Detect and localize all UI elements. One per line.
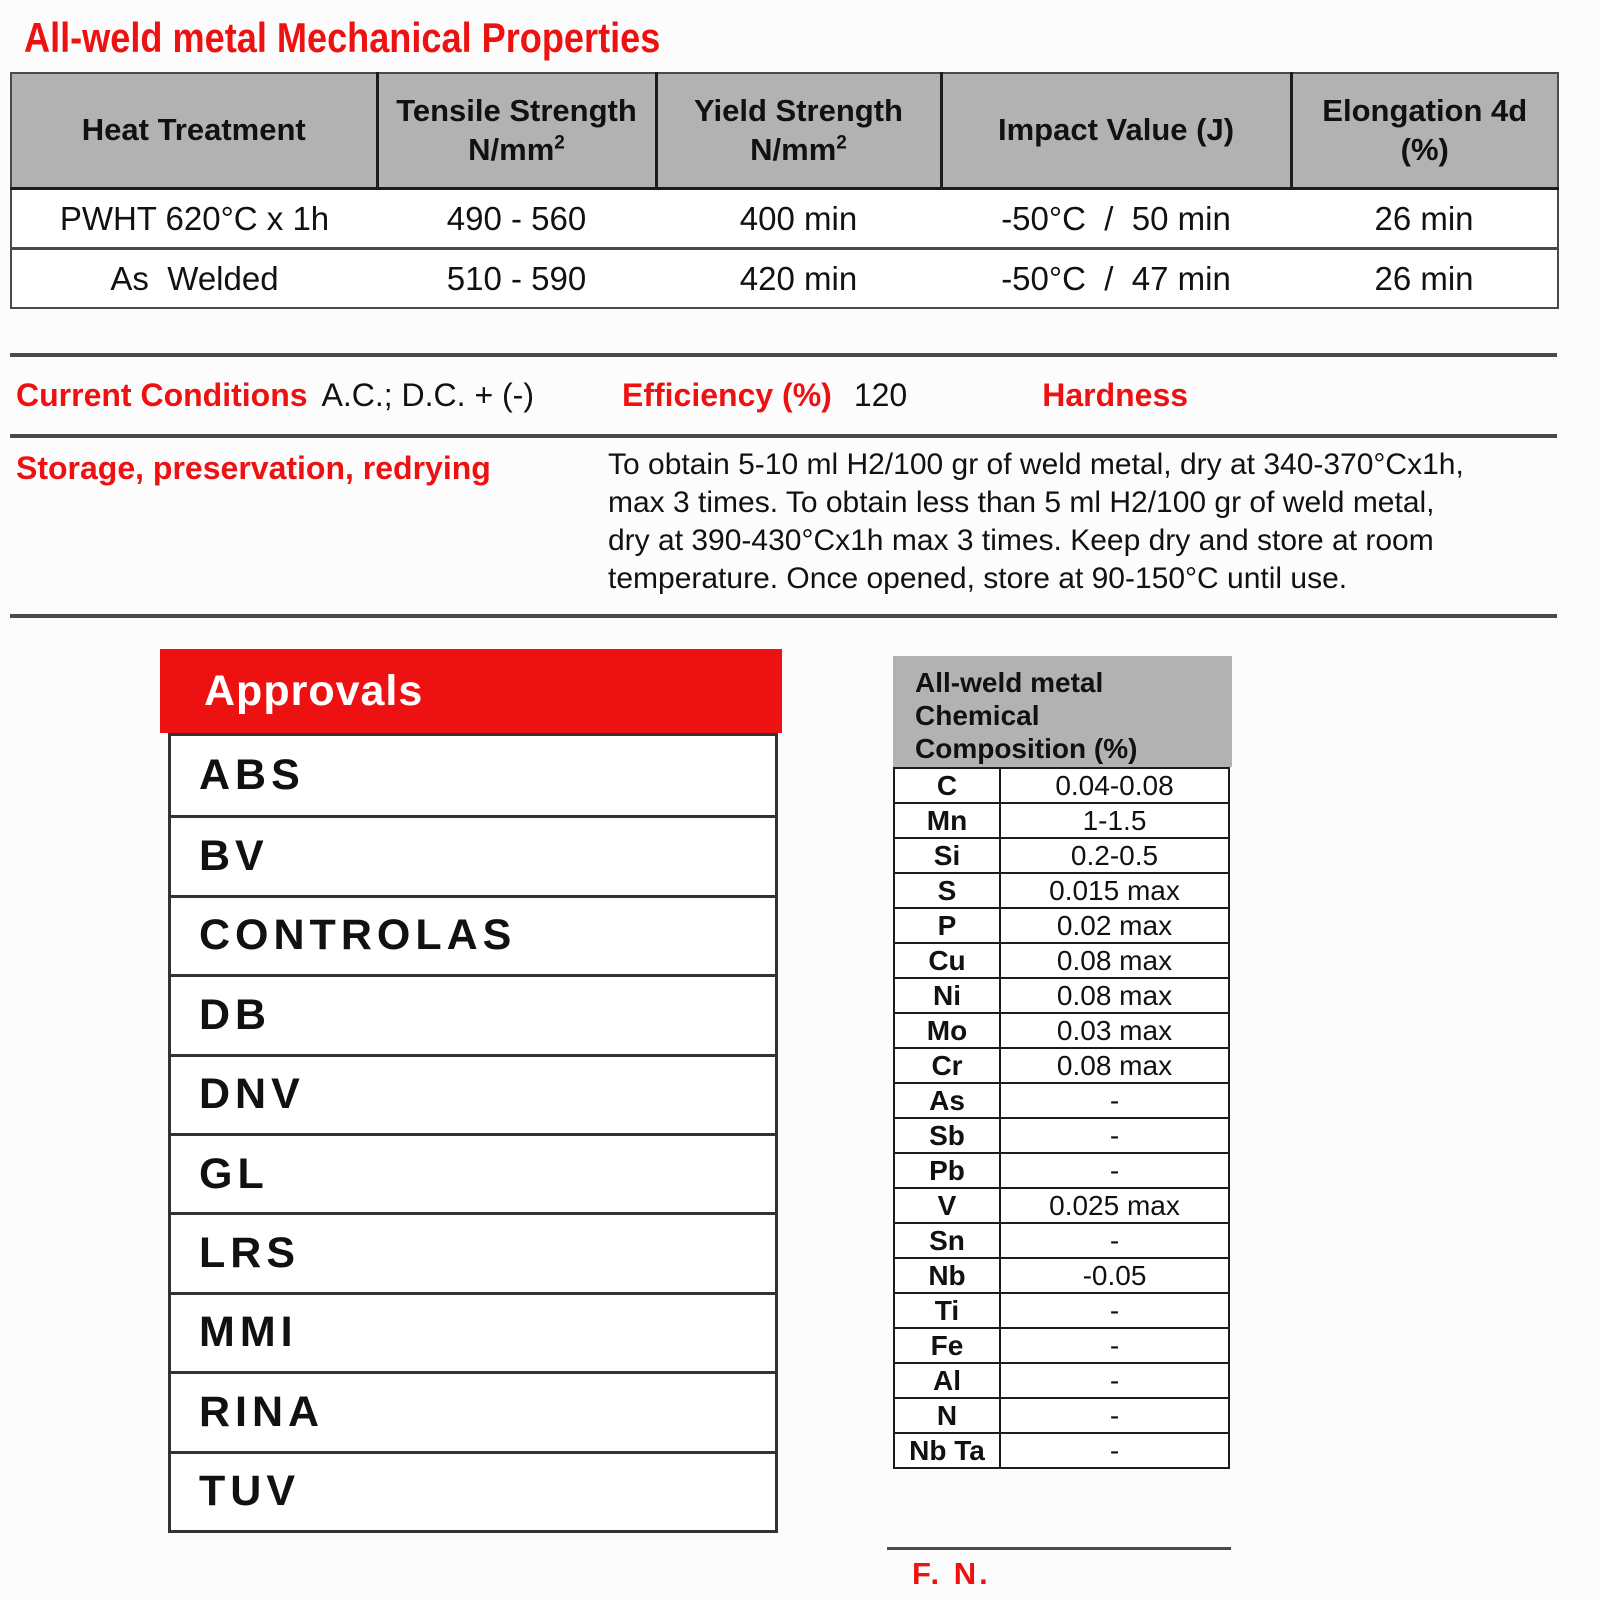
- storage-line: dry at 390-430°Cx1h max 3 times. Keep dry and store at room: [608, 524, 1434, 557]
- element-value: -: [1000, 1293, 1229, 1328]
- storage-label: Storage, preservation, redrying: [16, 450, 491, 486]
- element-symbol: Si: [894, 838, 1000, 873]
- unit-base: N/mm: [750, 131, 837, 167]
- element-value: 1-1.5: [1000, 803, 1229, 838]
- chem-row: [894, 1013, 1229, 1048]
- chem-row: [894, 1153, 1229, 1188]
- element-symbol: As: [894, 1083, 1000, 1118]
- mechanical-properties-table: [10, 72, 1559, 309]
- element-symbol: P: [894, 908, 1000, 943]
- approval-row: CONTROLAS: [171, 895, 775, 974]
- chem-header-line: Chemical: [915, 700, 1040, 731]
- chem-row: [894, 1398, 1229, 1433]
- approval-row: RINA: [171, 1371, 775, 1450]
- element-symbol: Cu: [894, 943, 1000, 978]
- approval-row: ABS: [199, 751, 305, 800]
- chem-row: [894, 768, 1229, 803]
- element-value: 0.08 max: [1000, 978, 1229, 1013]
- col-header-unit: [658, 131, 940, 170]
- element-value: 0.08 max: [1000, 943, 1229, 978]
- tensile-cell: 510 - 590: [446, 259, 587, 297]
- col-header-elongation: [1291, 73, 1558, 189]
- chem-row: [894, 1188, 1229, 1223]
- footer-divider: [887, 1547, 1231, 1550]
- col-header-label: Impact Value (J): [997, 112, 1235, 148]
- element-symbol: Nb: [894, 1258, 1000, 1293]
- element-symbol: Mo: [894, 1013, 1000, 1048]
- chemical-composition-header: [893, 656, 1232, 767]
- element-symbol: C: [894, 768, 1000, 803]
- impact-cell: -50°C / 50 min: [1001, 199, 1231, 237]
- unit-base: N/mm: [468, 131, 555, 167]
- chem-row: [894, 1118, 1229, 1153]
- hardness-label: Hardness: [1042, 377, 1189, 413]
- element-value: 0.04-0.08: [1000, 768, 1229, 803]
- col-header-heat-treatment: [11, 73, 377, 189]
- chem-header-line: All-weld metal: [915, 667, 1104, 698]
- chem-row: [894, 1293, 1229, 1328]
- element-value: -: [1000, 1328, 1229, 1363]
- element-value: 0.03 max: [1000, 1013, 1229, 1048]
- element-symbol: Fe: [894, 1328, 1000, 1363]
- tensile-cell: 490 - 560: [446, 199, 587, 237]
- unit-superscript: 2: [836, 132, 847, 154]
- fn-label: F. N.: [912, 1556, 991, 1591]
- element-value: -: [1000, 1223, 1229, 1258]
- storage-section: [10, 438, 1557, 618]
- element-value: 0.02 max: [1000, 908, 1229, 943]
- col-header-tensile-strength: [377, 73, 656, 189]
- approval-row: BV: [171, 815, 775, 894]
- yield-cell: 400 min: [739, 199, 858, 237]
- col-header-impact-value: [941, 73, 1291, 189]
- chemical-composition-table: [893, 767, 1230, 1469]
- chem-row: [894, 1328, 1229, 1363]
- chem-row: [894, 908, 1229, 943]
- chem-header-line: Composition (%): [915, 733, 1138, 764]
- element-symbol: Nb Ta: [894, 1433, 1000, 1468]
- element-value: -: [1000, 1433, 1229, 1468]
- approval-row: GL: [171, 1133, 775, 1212]
- element-value: -0.05: [1000, 1258, 1229, 1293]
- element-symbol: S: [894, 873, 1000, 908]
- chem-row: [894, 838, 1229, 873]
- mech-header-row: [11, 73, 1558, 189]
- chem-row: [894, 1223, 1229, 1258]
- current-conditions-label: Current Conditions: [16, 377, 308, 413]
- element-symbol: Sn: [894, 1223, 1000, 1258]
- col-header-label: Tensile Strength: [396, 92, 637, 128]
- storage-line: temperature. Once opened, store at 90-150°C until use.: [608, 562, 1348, 595]
- chem-row: [894, 873, 1229, 908]
- approvals-header: Approvals: [160, 649, 782, 733]
- element-symbol: Sb: [894, 1118, 1000, 1153]
- element-value: 0.015 max: [1000, 873, 1229, 908]
- chem-row: [894, 1258, 1229, 1293]
- mech-row-as-welded: [11, 249, 1558, 309]
- element-symbol: Pb: [894, 1153, 1000, 1188]
- approval-row: MMI: [171, 1292, 775, 1371]
- approval-row: DB: [171, 974, 775, 1053]
- approval-row: LRS: [171, 1212, 775, 1291]
- current-conditions-section: [10, 353, 1557, 438]
- element-symbol: Al: [894, 1363, 1000, 1398]
- storage-line: max 3 times. To obtain less than 5 ml H2/100 gr of weld metal,: [608, 486, 1435, 519]
- chem-row: [894, 1083, 1229, 1118]
- chem-row: [894, 1433, 1229, 1468]
- approvals-table: [168, 733, 778, 1533]
- element-value: 0.08 max: [1000, 1048, 1229, 1083]
- col-header-unit: (%): [1400, 131, 1449, 167]
- element-value: -: [1000, 1118, 1229, 1153]
- efficiency-value: 120: [853, 377, 908, 413]
- col-header-unit: [379, 131, 655, 170]
- element-value: 0.2-0.5: [1000, 838, 1229, 873]
- element-symbol: Ni: [894, 978, 1000, 1013]
- current-conditions-value: A.C.; D.C. + (-): [321, 377, 534, 413]
- yield-cell: 420 min: [739, 259, 858, 297]
- elongation-cell: 26 min: [1374, 199, 1474, 237]
- page-title: All-weld metal Mechanical Properties: [24, 14, 661, 61]
- chem-row: [894, 1048, 1229, 1083]
- mech-table-body: [11, 189, 1558, 309]
- mech-table-header: [11, 73, 1558, 189]
- col-header-label: Yield Strength: [694, 92, 903, 128]
- element-value: -: [1000, 1363, 1229, 1398]
- heat-treatment-cell: PWHT 620°C x 1h: [59, 199, 330, 237]
- elongation-cell: 26 min: [1374, 259, 1474, 297]
- element-symbol: V: [894, 1188, 1000, 1223]
- approval-row: DNV: [171, 1054, 775, 1133]
- heat-treatment-cell: As Welded: [110, 259, 279, 297]
- storage-line: To obtain 5-10 ml H2/100 gr of weld metal, dry at 340-370°Cx1h,: [608, 448, 1464, 481]
- unit-superscript: 2: [554, 132, 565, 154]
- storage-text: [608, 446, 1464, 598]
- efficiency-label: Efficiency (%): [621, 377, 832, 413]
- element-value: -: [1000, 1083, 1229, 1118]
- chem-row: [894, 943, 1229, 978]
- col-header-yield-strength: [656, 73, 941, 189]
- mech-row-pwht: [11, 189, 1558, 249]
- element-value: -: [1000, 1398, 1229, 1433]
- approval-row: TUV: [171, 1451, 775, 1530]
- chem-row: [894, 978, 1229, 1013]
- chem-table-body: [894, 768, 1229, 1468]
- impact-cell: -50°C / 47 min: [1001, 259, 1231, 297]
- element-value: 0.025 max: [1000, 1188, 1229, 1223]
- chem-row: [894, 803, 1229, 838]
- col-header-label: Elongation 4d: [1322, 92, 1528, 128]
- chem-row: [894, 1363, 1229, 1398]
- element-symbol: Ti: [894, 1293, 1000, 1328]
- col-header-label: Heat Treatment: [81, 112, 306, 148]
- element-symbol: Mn: [894, 803, 1000, 838]
- element-symbol: Cr: [894, 1048, 1000, 1083]
- element-symbol: N: [894, 1398, 1000, 1433]
- element-value: -: [1000, 1153, 1229, 1188]
